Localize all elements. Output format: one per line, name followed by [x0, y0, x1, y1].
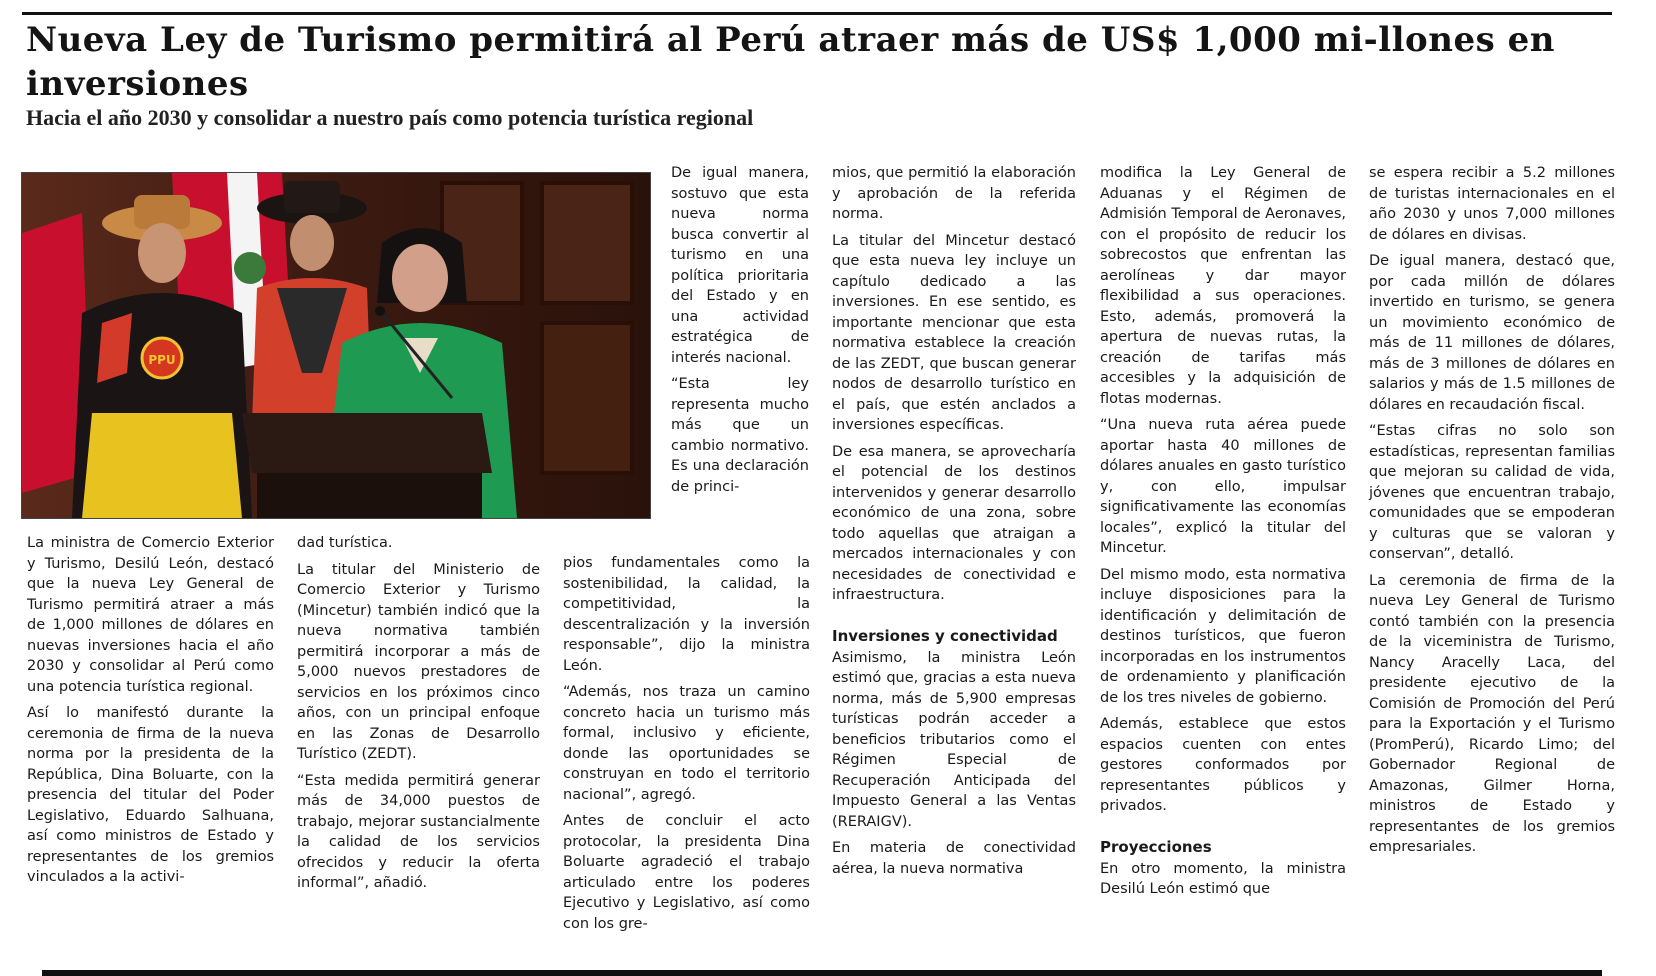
paragraph: “Estas cifras no solo son estadísticas, representan familias que mejoran su calidad de vida, jóvenes que encuentran trabajo, comunidades que se empoderan y culturas que se valoran y conservan”, detalló.	[1369, 423, 1615, 562]
article-photo	[21, 172, 651, 519]
paragraph: mios, que permitió la elaboración y aprobación de la referida norma.	[832, 165, 1076, 222]
paragraph: La ceremonia de firma de la nueva Ley General de Turismo contó también con la presencia de la viceministra de Turismo, Nancy Aracelly Laca, del presidente ejecutivo de la Comisión de Promoción del Perú para la Exportación y el Turismo (PromPerú), Ricardo Limo; del Gobernador Regional de Amazonas, Gilmer Horna, ministros de Estado y representantes de los gremios empresariales.	[1369, 572, 1615, 855]
article-column-3-bottom	[563, 553, 810, 940]
paragraph: La titular del Mincetur destacó que esta nueva ley incluye un capítulo dedicado a las inversiones. En ese sentido, es importante mencionar que esta normativa establece la creación de las ZEDT, que buscan generar nodos de desarrollo turístico en el país, que estén anclados a inversiones específicas.	[832, 232, 1076, 433]
paragraph: Del mismo modo, esta normativa incluye disposiciones para la identificación y delimitación de destinos turísticos, que fueron incorporadas en los instrumentos de ordenamiento y planificación de los tres niveles de gobierno.	[1100, 566, 1346, 706]
paragraph: se espera recibir a 5.2 millones de turistas internacionales en el año 2030 y unos 7,000 millones de dólares en divisas.	[1369, 165, 1615, 243]
paragraph: Antes de concluir el acto protocolar, la presidenta Dina Boluarte agradeció el trabajo articulado entre los poderes Ejecutivo y Legislativo, así como con los gre-	[563, 813, 810, 932]
paragraph: “Esta ley representa mucho más que un cambio normativo. Es una declaración de princi-	[671, 376, 809, 495]
headline: Nueva Ley de Turismo permitirá al Perú atraer más de US$ 1,000 mi-llones en inversiones	[26, 20, 1555, 104]
article-column-3-top	[671, 163, 809, 503]
paragraph: De igual manera, sostuvo que esta nueva norma busca convertir al turismo en una política prioritaria del Estado y en una actividad estratégica de interés nacional.	[671, 165, 809, 366]
ceremony-photo-illustration	[22, 173, 650, 518]
article-column-1	[27, 533, 274, 894]
article-column-4	[832, 163, 1076, 885]
subtitle: Hacia el año 2030 y consolidar a nuestro país como potencia turística regional	[26, 105, 754, 130]
paragraph: Asimismo, la ministra León estimó que, gracias a esta nueva norma, más de 5,900 empresas turísticas podrán acceder a beneficios tributarios como el Régimen Especial de Recuperación Anticipada del Impuesto General a las Ventas (RERAIGV).	[832, 649, 1076, 830]
paragraph: “Esta medida permitirá generar más de 34,000 puestos de trabajo, mejorar sustancialmente la calidad de los servicios ofrecidos y reducir la oferta informal”, añadió.	[297, 772, 540, 891]
paragraph: pios fundamentales como la sostenibilidad, la calidad, la competitividad, la descentralización y la inversión responsable”, dijo la ministra León.	[563, 555, 810, 674]
paragraph: modifica la Ley General de Aduanas y el Régimen de Admisión Temporal de Aeronaves, con el propósito de reducir los sobrecostos que enfrentan las aerolíneas y dar mayor flexibilidad a sus operaciones. Esto, además, promoverá la apertura de nuevas rutas, la creación de tarifas más accesibles y la adquisición de flotas modernas.	[1100, 165, 1346, 407]
section-heading-proyecciones: Proyecciones	[1100, 837, 1212, 856]
paragraph: “Una nueva ruta aérea puede aportar hasta 40 millones de dólares anuales en gasto turístico y, con ello, impulsar significativamente las economías locales”, explicó la titular del Mincetur.	[1100, 417, 1346, 556]
paragraph: “Además, nos traza un camino concreto hacia un turismo más formal, inclusivo y eficiente, donde las oportunidades se construyan en todo el territorio nacional”, agregó.	[563, 684, 810, 803]
paragraph: dad turística.	[297, 535, 393, 551]
paragraph: Además, establece que estos espacios cuenten con entes gestores conformados por representantes públicos y privados.	[1100, 716, 1346, 814]
section-heading-inversiones: Inversiones y conectividad	[832, 626, 1058, 645]
top-rule	[22, 12, 1612, 15]
article-column-5	[1100, 163, 1346, 906]
paragraph: De esa manera, se aprovecharía el potencial de los destinos intervenidos y generar desarrollo económico de una zona, sobre todo aquellas que atraigan a mercados internacionales y con necesidades de conectividad e infraestructura.	[832, 443, 1076, 603]
article-column-6	[1369, 163, 1615, 864]
paragraph: Así lo manifestó durante la ceremonia de firma de la nueva norma por la presidenta de la República, Dina Boluarte, con la presencia del titular del Poder Legislativo, Eduardo Salhuana, así como ministros de Estado y representantes de los gremios vinculados a la activi-	[27, 705, 274, 885]
paragraph: En otro momento, la ministra Desilú León estimó que	[1100, 860, 1346, 897]
paragraph: De igual manera, destacó que, por cada millón de dólares invertido en turismo, se genera un movimiento económico de más de 11 millones de dólares, más de 3 millones de dólares en salarios y más de 1.5 millones de dólares en recaudación fiscal.	[1369, 253, 1615, 413]
paragraph: La titular del Ministerio de Comercio Exterior y Turismo (Mincetur) también indicó que la nueva normativa también permitirá incorporar a más de 5,000 nuevos prestadores de servicios en los próximos cinco años, con un principal enfoque en las Zonas de Desarrollo Turístico (ZEDT).	[297, 561, 540, 762]
dancer-badge-text: PPU	[148, 353, 176, 367]
bottom-rule	[42, 970, 1602, 976]
article-column-2	[297, 533, 540, 900]
paragraph: En materia de conectividad aérea, la nueva normativa	[832, 840, 1076, 877]
paragraph: La ministra de Comercio Exterior y Turismo, Desilú León, destacó que la nueva Ley General de Turismo permitirá atraer a más de 1,000 millones de dólares en nuevas inversiones hacia el año 2030 y consolidar al Perú como una potencia turística regional.	[27, 535, 274, 695]
